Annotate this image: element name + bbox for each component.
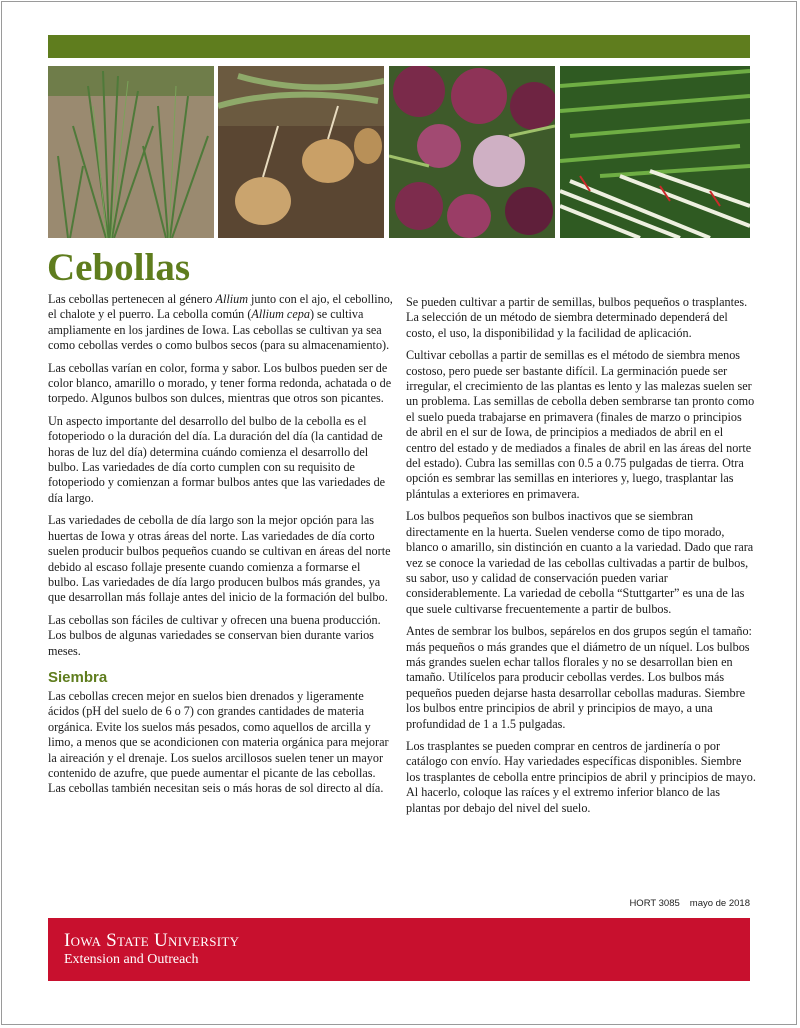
extension-label: Extension and Outreach	[64, 952, 199, 967]
photo-strip	[48, 66, 750, 238]
paragraph-methods: Se pueden cultivar a partir de semillas, bulbos pequeños o trasplantes. La selección de un método de siembra determinado dependerá del costo, el uso, la disponibilidad y la facilidad de aplicación.	[406, 295, 748, 340]
photo-red-onions	[389, 66, 555, 238]
paragraph-varieties: Las cebollas varían en color, forma y sabor. Los bulbos pueden ser de color blanco, amarillo o morado, y tener forma redonda, achatada o de torpedo. Algunos bulbos son dulces, mientras que otros son picantes.	[48, 360, 392, 406]
paragraph-transplants: Los trasplantes se pueden comprar en centros de jardinería o por catálogo con envío. Hay variedades específicas disponibles. Siembre los trasplantes de cebolla entre principios de abril y principios de mayo. Al hacerlo, coloque las raíces y el extremo inferior blanco de las plantas por debajo del nivel del suelo.	[406, 738, 756, 815]
photo-onion-bulbs-soil	[218, 66, 384, 238]
photo-green-onions	[560, 66, 750, 238]
right-column	[406, 295, 756, 823]
paragraph-soil: Las cebollas crecen mejor en suelos bien drenados y ligeramente ácidos (pH del suelo de 6 o 7) con grandes cantidades de materia orgánica. Evite los suelos más pesados, como aquellos de arcilla y limo, a menos que se acondicionen con materia orgánica para mejorar la aireación y el drenaje. Los suelos arcillosos suelen tener un mayor contenido de azufre, que puede aumentar el picante de las cebollas. Las cebollas también necesitan seis o más horas de sol directo al día.	[48, 688, 389, 796]
paragraph-photoperiod: Un aspecto importante del desarrollo del bulbo de la cebolla es el fotoperiodo o la duración del día. La duración del día (la cantidad de horas de luz del día) determina cuándo comienza el desarrollo del bulbo. Las variedades de día corto cumplen con su requisito de fotoperiodo y comienzan a formar bulbos antes que las variedades de día largo.	[48, 413, 386, 505]
photo-onion-plants-field	[48, 66, 214, 238]
left-column	[48, 292, 394, 804]
paragraph-sets: Los bulbos pequeños son bulbos inactivos que se siembran directamente en la huerta. Suelen venderse como de tipo morado, blanco o amarillo, sin distinción en cuanto a la variedad. Dado que rara vez se conoce la variedad de las cebollas cultivadas a partir de bulbos, su sabor, uso y calidad de conservación pueden variar considerablemente. La variedad de cebolla “Stuttgarter” es una de las que suele cultivarse frecuentemente a partir de bulbos.	[406, 509, 754, 616]
doc-date: mayo de 2018	[689, 898, 750, 909]
document-title: Cebollas	[47, 246, 191, 289]
section-heading-siembra: Siembra	[48, 668, 108, 686]
paragraph-sorting-sets: Antes de sembrar los bulbos, sepárelos en dos grupos según el tamaño: más pequeños o más grandes que el diámetro de un níquel. Los bulbos más grandes suelen echar tallos florales y no se desarrollan bien en tamaño. Utilícelos para producir cebollas verdes. Los bulbos más pequeños pueden dejarse hasta desarrollar cebollas maduras. Siembre los bulbos entre principios de abril y principios de mayo, a una profundidad de 1 a 1.5 pulgadas.	[406, 624, 752, 731]
doc-number: HORT 3085	[629, 898, 680, 909]
paragraph-seeds: Cultivar cebollas a partir de semillas es el método de siembra menos costoso, pero puede ser bastante difícil. La germinación puede ser irregular, el crecimiento de las plantas es lento y las malezas suelen ser un problema. Las semillas de cebolla deben sembrarse tan pronto como el suelo pueda trabajarse en primavera (finales de marzo o principios de abril en el sur de Iowa, de principios a mediados de abril en el centro del estado y de mediados a finales de abril en las áreas del norte del estado). Cubra las semillas con 0.5 a 0.75 pulgadas de tierra. Otra opción es sembrar las semillas en interiores y, luego, trasplantar las plántulas a exteriores en primavera.	[406, 348, 755, 501]
paragraph-easy-growing: Las cebollas son fáciles de cultivar y ofrecen una buena producción. Los bulbos de algunas variedades se conservan bien durante varios meses.	[48, 612, 381, 658]
paragraph-long-day: Las variedades de cebolla de día largo son la mejor opción para las huertas de Iowa y otras áreas del norte. Las variedades de día corto suelen producir bulbos pequeños cuando se cultivan en áreas del norte debido al escaso follaje presente cuando comienza a formarse el bulbo. Las variedades de día largo producen bulbos más grandes, ya que desarrollan más follaje antes del inicio de la formación del bulbo.	[48, 513, 391, 605]
header-color-bar	[48, 35, 750, 58]
document-id	[629, 898, 750, 909]
university-wordmark: Iowa State University	[64, 930, 240, 951]
footer-banner	[48, 918, 750, 981]
paragraph-genus: Las cebollas pertenecen al género Allium junto con el ajo, el cebollino, el chalote y el puerro. La cebolla común (Allium cepa) se cultiva ampliamente en los jardines de Iowa. Las cebollas se cultivan ya sea como cebollas verdes o como bulbos secos (para su almacenamiento).	[48, 292, 393, 353]
